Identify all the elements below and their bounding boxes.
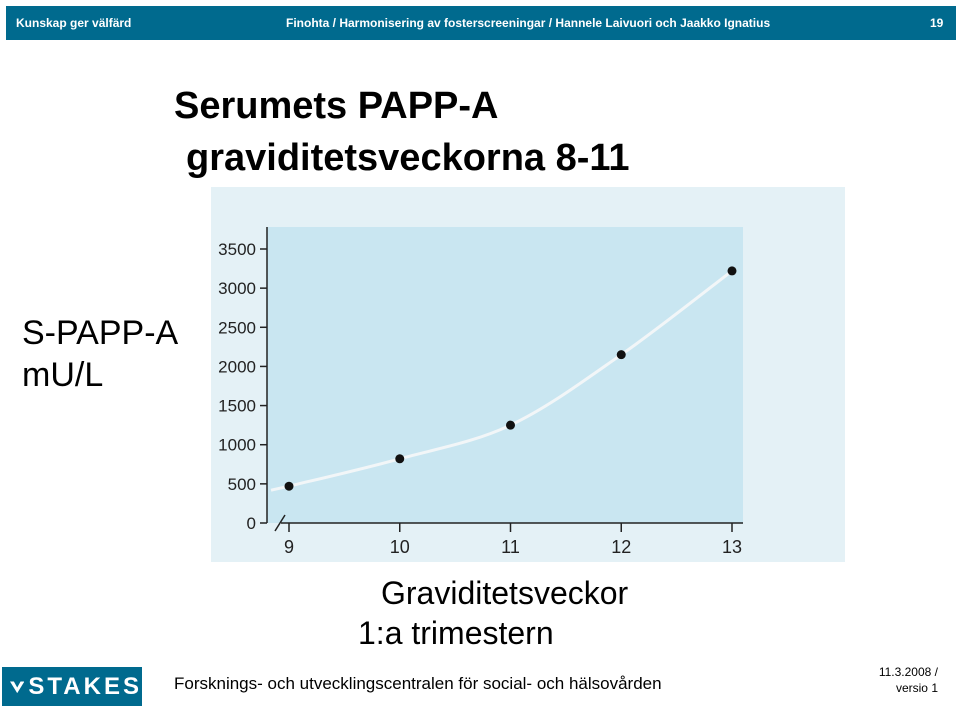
chart: [211, 187, 845, 562]
y-tick-label: 1000: [218, 435, 256, 455]
header-bar: [6, 6, 956, 40]
x-tick-label: 12: [611, 537, 632, 557]
plot-area: [267, 227, 743, 523]
y-axis-label-line2: mU/L: [22, 356, 104, 394]
footer-date-line1: 11.3.2008 /: [878, 665, 938, 679]
slide-title-line1: Serumets PAPP-A: [174, 85, 499, 127]
org-slogan: Kunskap ger välfärd: [16, 16, 132, 30]
y-tick-label: 500: [227, 474, 256, 494]
breadcrumb: Finohta / Harmonisering av fosterscreeningar / Hannele Laivuori och Jaakko Ignatius: [286, 16, 771, 30]
x-tick-label: 9: [283, 537, 295, 557]
x-axis-label-line2: 1:a trimestern: [358, 615, 554, 651]
chart-svg: [211, 187, 845, 562]
footer-text: Forsknings- och utvecklingscentralen för social- och hälsovården: [174, 674, 662, 693]
x-tick-label: 11: [501, 537, 520, 557]
y-tick-label: 2500: [218, 318, 256, 338]
x-tick-label: 10: [389, 537, 410, 557]
footer-date: [858, 664, 938, 696]
data-point: [395, 454, 404, 463]
data-point: [506, 421, 515, 430]
y-tick-label: 1500: [218, 396, 256, 416]
x-axis-label-line1: Graviditetsveckor: [381, 575, 629, 611]
data-point: [617, 350, 626, 359]
data-point: [728, 266, 737, 275]
y-tick-label: 2000: [218, 357, 256, 377]
footer-version-line2: versio 1: [895, 681, 938, 695]
page-number: 19: [930, 16, 944, 30]
data-point: [285, 482, 294, 491]
stakes-logo: [2, 667, 142, 706]
logo-text: STAKES: [28, 672, 142, 700]
y-tick-label: 0: [246, 514, 256, 533]
y-tick-label: 3000: [218, 279, 256, 299]
y-tick-label: 3500: [218, 240, 256, 259]
slide-title-line2: graviditetsveckorna 8-11: [186, 137, 630, 179]
x-tick-label: 13: [721, 537, 743, 557]
y-axis-label: [22, 312, 178, 396]
y-axis-label-line1: S-PAPP-A: [22, 314, 179, 352]
logo-mark-icon: [10, 674, 24, 700]
